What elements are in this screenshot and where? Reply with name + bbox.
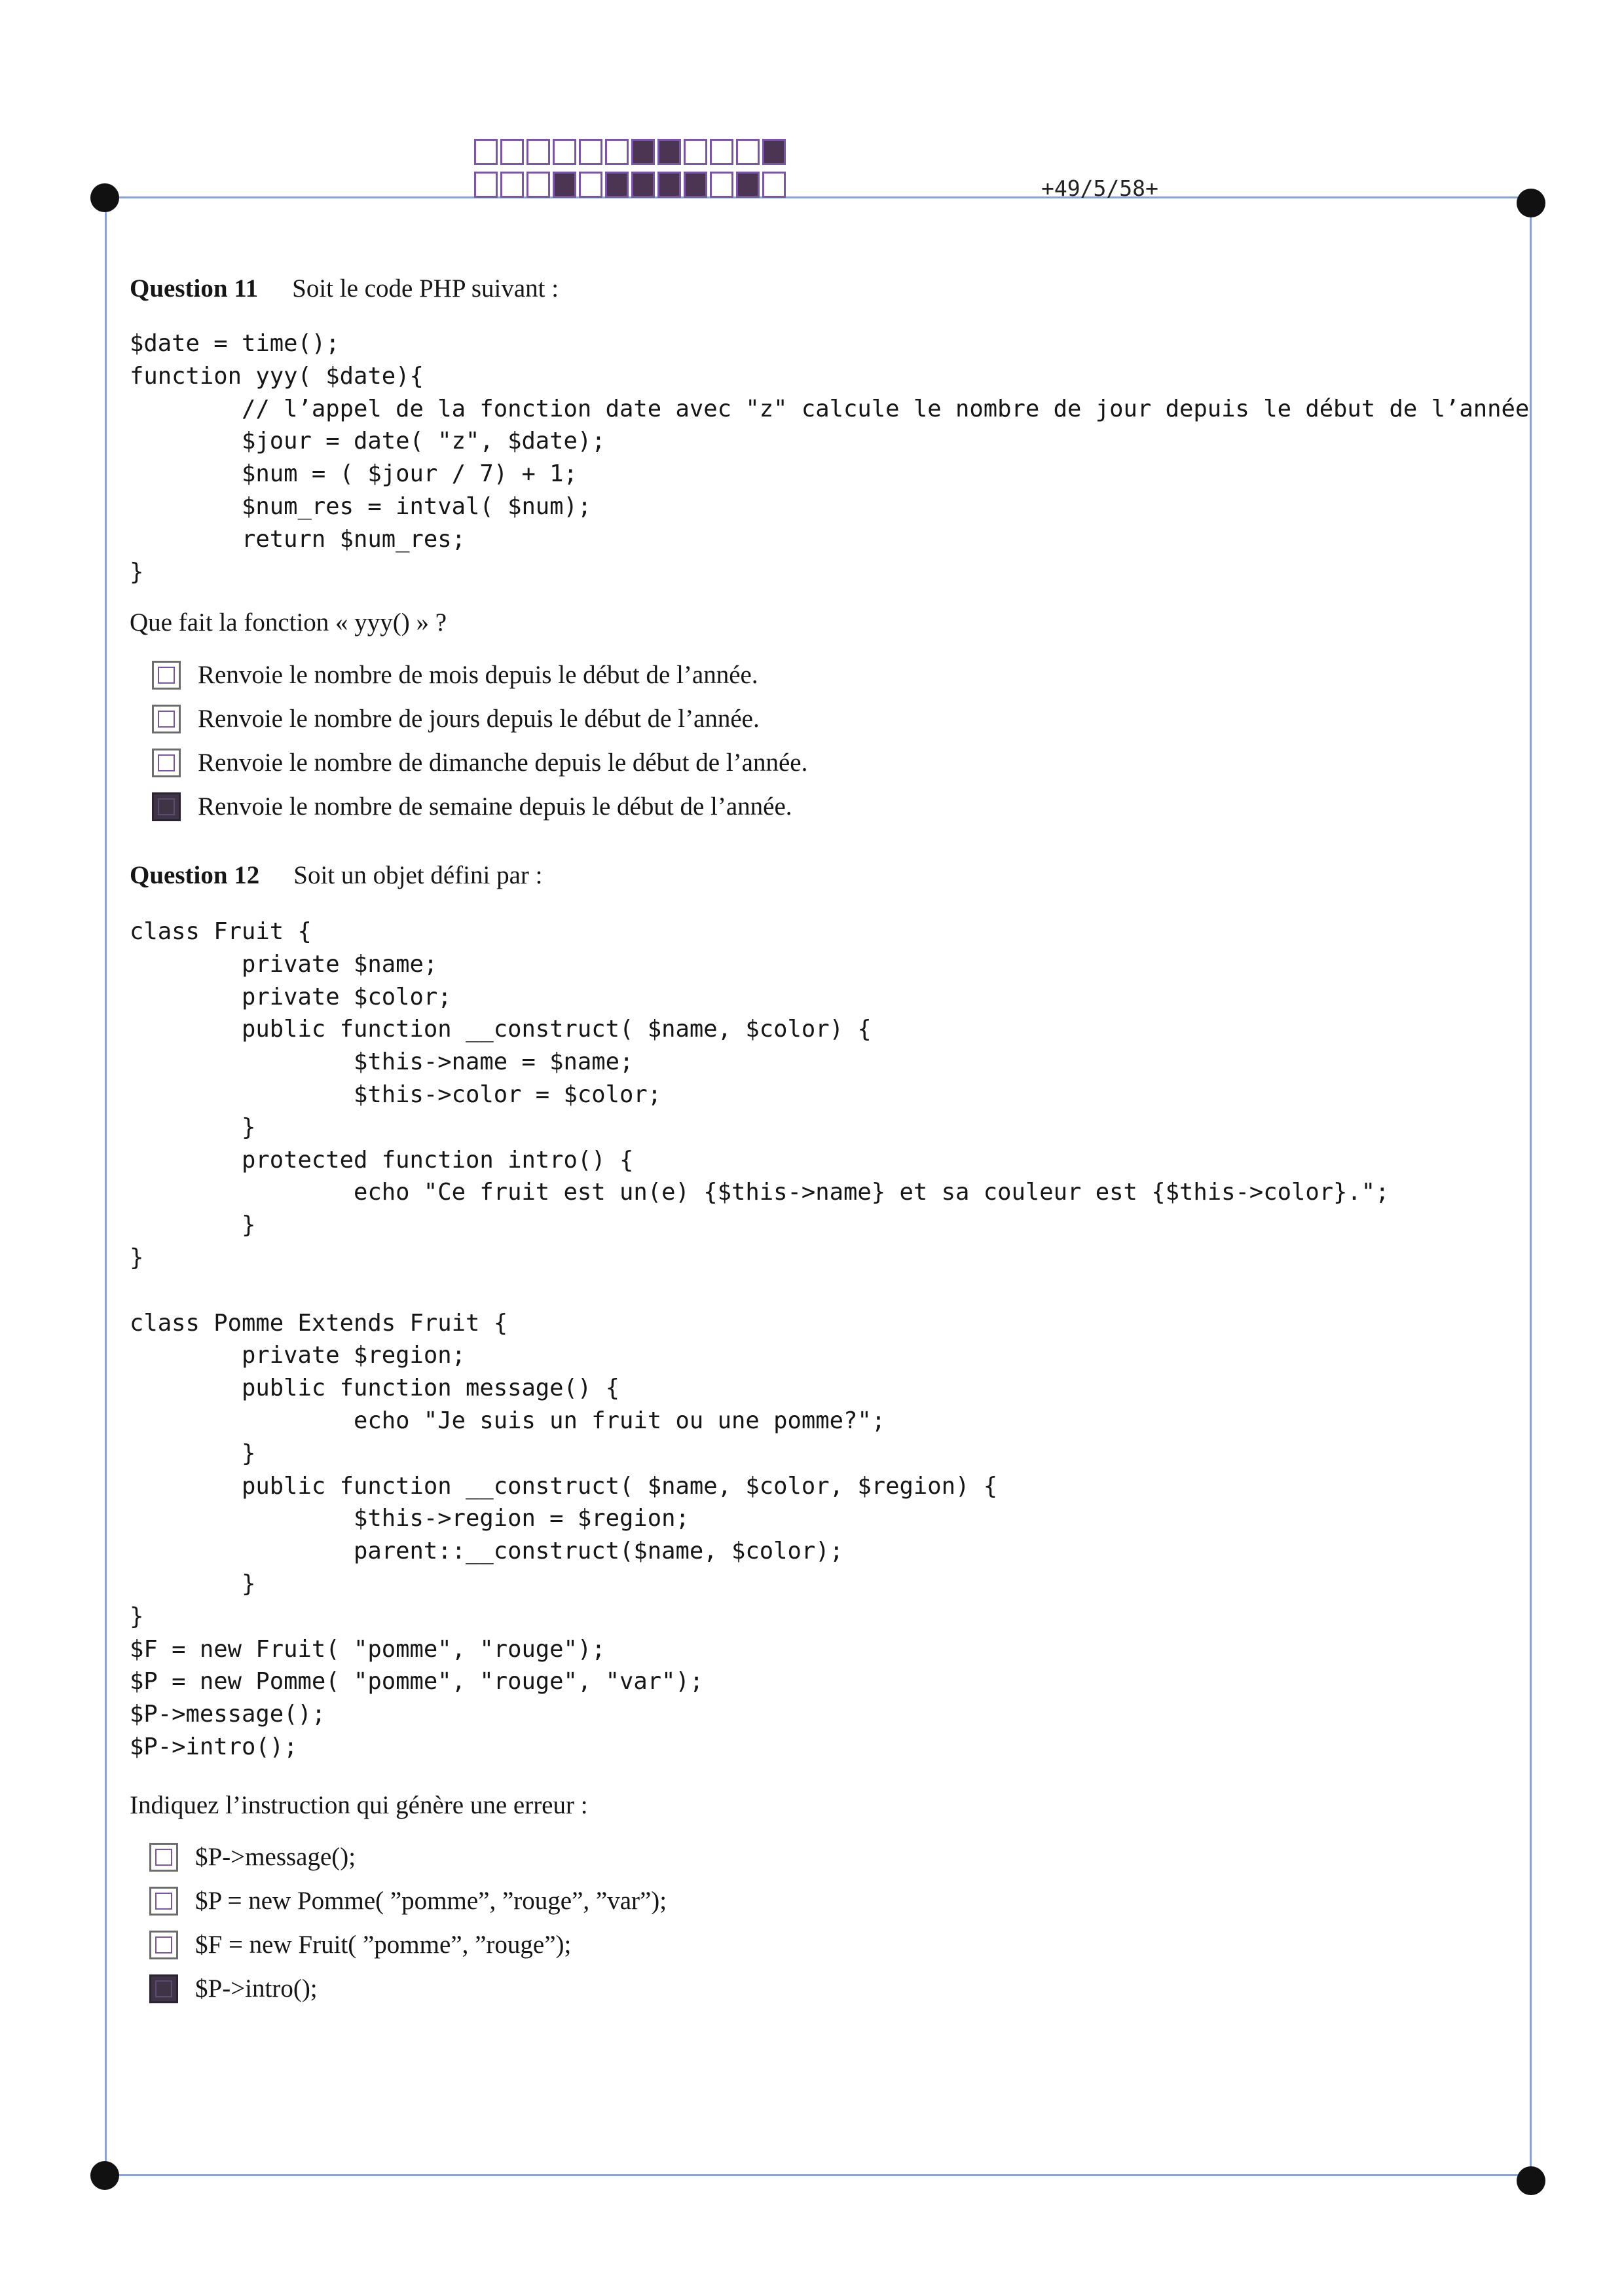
id-code-box (631, 172, 655, 198)
q12-option-2-checkbox[interactable] (149, 1887, 178, 1916)
question-12-prompt: Indiquez l’instruction qui génère une erreur : (130, 1791, 588, 1819)
q12-option-4-text: $P->intro(); (195, 1974, 318, 2003)
q11-option-4-checkbox[interactable] (152, 792, 181, 821)
id-code-box (736, 172, 760, 198)
q12-option-2[interactable] (149, 1886, 667, 1916)
frame-top-line (102, 196, 1533, 198)
id-code-row-1 (474, 139, 788, 165)
id-code-box (605, 139, 629, 165)
id-code-box (657, 172, 681, 198)
q11-option-1[interactable] (152, 660, 758, 690)
id-code-box (710, 139, 733, 165)
id-code-box (631, 139, 655, 165)
q12-option-4[interactable] (149, 1974, 318, 2003)
id-code-box (474, 139, 498, 165)
corner-marker-top-left (90, 183, 119, 212)
id-code-box (579, 139, 602, 165)
question-11-label: Question 11 (130, 274, 259, 303)
id-code-box (553, 139, 576, 165)
id-code-box (526, 172, 550, 198)
id-code-box (553, 172, 576, 198)
q11-option-1-text: Renvoie le nombre de mois depuis le début de l’année. (198, 661, 758, 689)
question-12-intro: Soit un objet défini par : (293, 861, 543, 889)
q12-option-1[interactable] (149, 1842, 356, 1872)
q12-option-1-text: $P->message(); (195, 1843, 356, 1871)
question-11-heading (130, 274, 559, 303)
q11-option-4-text: Renvoie le nombre de semaine depuis le début de l’année. (198, 792, 792, 821)
frame-bottom-line (102, 2174, 1533, 2176)
q11-option-2[interactable] (152, 704, 760, 733)
frame-left-line (105, 196, 107, 2177)
id-code-box (762, 139, 786, 165)
page-number: +49/5/58+ (1041, 176, 1158, 201)
q12-option-2-text: $P = new Pomme( ”pomme”, ”rouge”, ”var”); (195, 1887, 667, 1915)
id-code-box (605, 172, 629, 198)
q11-option-1-checkbox[interactable] (152, 661, 181, 690)
q12-option-3-text: $F = new Fruit( ”pomme”, ”rouge”); (195, 1931, 572, 1959)
question-12-label: Question 12 (130, 861, 260, 889)
q11-option-3-text: Renvoie le nombre de dimanche depuis le début de l’année. (198, 749, 808, 777)
id-code-box (526, 139, 550, 165)
question-11-code: $date = time(); function yyy( $date){ // l’appel de la fonction date avec "z" calcule le nombre de jour depuis le début de l’année $jour = date( "z", $date); $num = ( $jour / 7) + 1; $num_res = intval( $num); return $num_res; } (130, 330, 1530, 585)
id-code-box (500, 172, 524, 198)
id-code-row-2 (474, 172, 788, 198)
q12-option-3[interactable] (149, 1930, 571, 1959)
q11-option-2-text: Renvoie le nombre de jours depuis le début de l’année. (198, 705, 760, 733)
corner-marker-bottom-right (1517, 2166, 1545, 2195)
q12-option-4-checkbox[interactable] (149, 1974, 178, 2003)
id-code-box (710, 172, 733, 198)
id-code-box (474, 172, 498, 198)
question-12-heading (130, 861, 542, 890)
question-11-intro: Soit le code PHP suivant : (292, 274, 559, 303)
q11-option-3[interactable] (152, 748, 807, 777)
id-code-box (579, 172, 602, 198)
q11-option-2-checkbox[interactable] (152, 705, 181, 733)
question-12-code: class Fruit { private $name; private $color; public function __construct( $name, $color) { $this->name = $name; $this->color = $color; } protected function intro() { echo "Ce fruit est un(e) {$this->name} et sa couleur est {$this->color}."; } } class Pomme Extends Fruit { private $region; public function message() { echo "Je suis un fruit ou une pomme?"; } public function __construct( $name, $color, $region) { $this->region = $region; parent::__construct($name, $color); } } $F = new Fruit( "pomme", "rouge"); $P = new Pomme( "pomme", "rouge", "var"); $P->message(); $P->intro(); (130, 918, 1390, 1760)
q12-option-3-checkbox[interactable] (149, 1931, 178, 1959)
corner-marker-top-right (1517, 189, 1545, 217)
id-code-box (500, 139, 524, 165)
id-code-box (736, 139, 760, 165)
id-code-box (684, 172, 707, 198)
id-code-box (762, 172, 786, 198)
question-11-prompt: Que fait la fonction « yyy() » ? (130, 608, 447, 637)
q11-option-4[interactable] (152, 792, 792, 821)
id-code-box (684, 139, 707, 165)
q12-option-1-checkbox[interactable] (149, 1843, 178, 1872)
corner-marker-bottom-left (90, 2161, 119, 2190)
id-code-box (657, 139, 681, 165)
frame-right-line (1530, 196, 1532, 2177)
q11-option-3-checkbox[interactable] (152, 749, 181, 777)
